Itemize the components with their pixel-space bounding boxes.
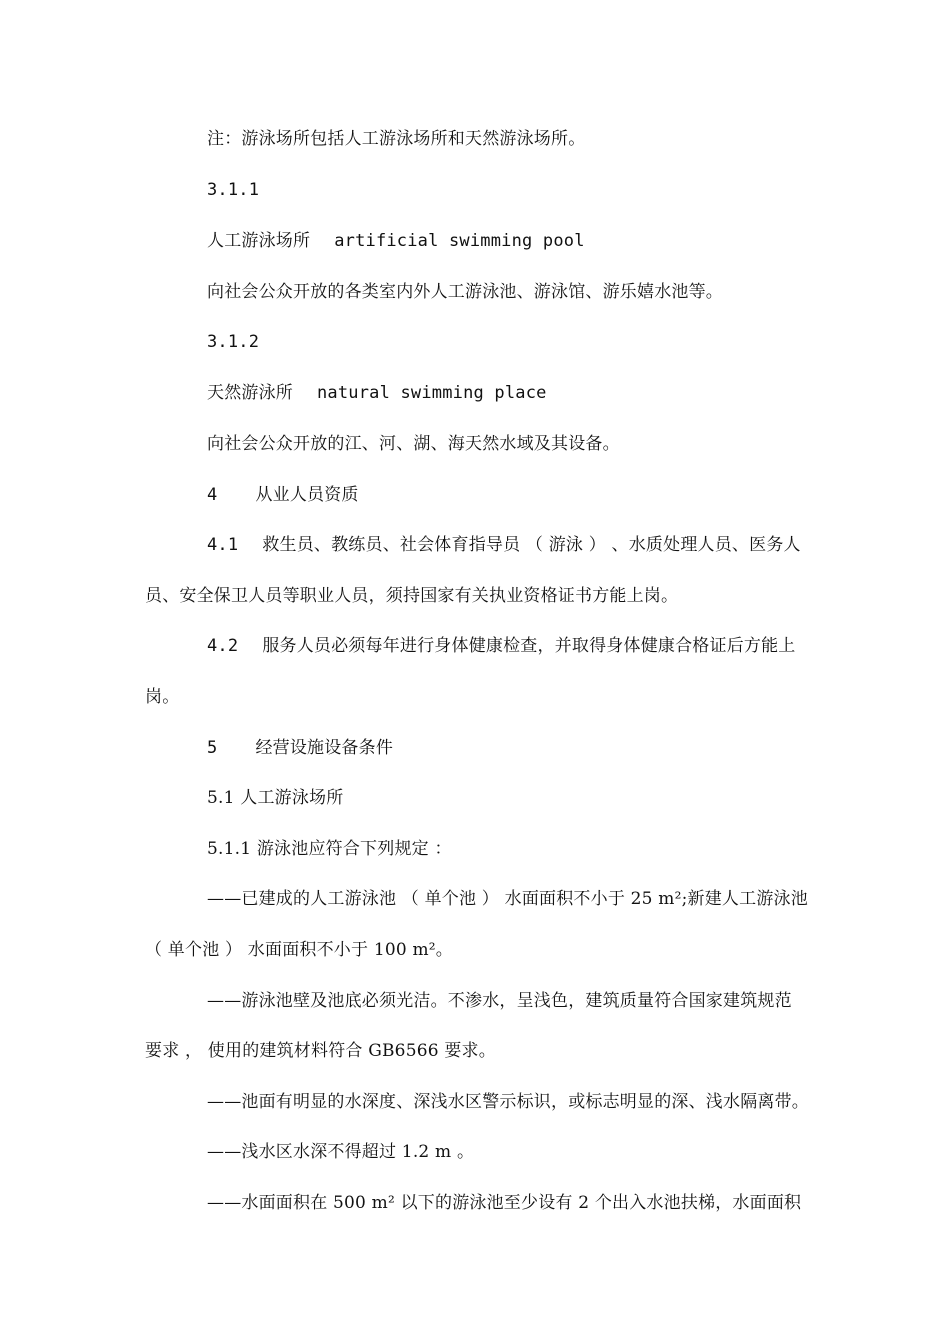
section-4-number: 4 (207, 485, 218, 505)
rule-wall-line-1: ——游泳池壁及池底必须光洁。不渗水，呈浅色，建筑质量符合国家建筑规范 (207, 991, 792, 1011)
section-4-title: 从业人员资质 (255, 485, 359, 505)
note-line: 注：游泳场所包括人工游泳场所和天然游泳场所。 (207, 129, 586, 149)
section-4-heading (207, 483, 359, 507)
section-5-heading (207, 736, 393, 760)
section-5-title: 经营设施设备条件 (255, 738, 394, 758)
rule-wall-line-2: 要求 ， 使用的建筑材料符合 GB6566 要求。 (145, 1041, 496, 1061)
rule-depth-marking: ——池面有明显的水深度、深浅水区警示标识，或标志明显的深、浅水隔离带。 (207, 1092, 809, 1112)
clause-4-1-line-1 (207, 533, 801, 557)
term-english-natural: natural swimming place (317, 383, 547, 403)
term-heading-artificial (207, 229, 585, 253)
term-heading-natural (207, 381, 547, 405)
clause-4-2-number: 4.2 (207, 636, 239, 656)
section-number-3-1-1: 3.1.1 (207, 180, 260, 200)
rule-area-line-2: （ 单个池 ） 水面面积不小于 100 m²。 (145, 940, 454, 960)
clause-4-2-line-1 (207, 634, 796, 658)
clause-4-1-line-2: 员、安全保卫人员等职业人员，须持国家有关执业资格证书方能上岗。 (145, 586, 679, 606)
clause-5-1-heading: 5.1 人工游泳场所 (207, 788, 344, 808)
rule-area-line-1: ——已建成的人工游泳池 （ 单个池 ） 水面面积不小于 25 m²;新建人工游泳池 (207, 889, 808, 909)
clause-4-1-text: 救生员、教练员、社会体育指导员 （ 游泳 ） 、水质处理人员、医务人 (262, 535, 801, 555)
section-5-number: 5 (207, 738, 218, 758)
clause-4-1-number: 4.1 (207, 535, 239, 555)
term-english-artificial: artificial swimming pool (334, 231, 585, 251)
clause-4-2-text: 服务人员必须每年进行身体健康检查，并取得身体健康合格证后方能上 (262, 636, 796, 656)
section-number-3-1-2: 3.1.2 (207, 332, 260, 352)
definition-artificial: 向社会公众开放的各类室内外人工游泳池、游泳馆、游乐嬉水池等。 (207, 282, 723, 302)
term-chinese-artificial: 人工游泳场所 (207, 231, 311, 251)
definition-natural: 向社会公众开放的江、河、湖、海天然水域及其设备。 (207, 434, 620, 454)
rule-ladders: ——水面面积在 500 m² 以下的游泳池至少设有 2 个出入水池扶梯，水面面积 (207, 1193, 802, 1213)
term-chinese-natural: 天然游泳所 (207, 383, 293, 403)
rule-shallow-depth: ——浅水区水深不得超过 1.2 m 。 (207, 1142, 475, 1162)
clause-5-1-1-heading: 5.1.1 游泳池应符合下列规定 ： (207, 839, 452, 859)
clause-4-2-line-2: 岗。 (145, 687, 180, 707)
